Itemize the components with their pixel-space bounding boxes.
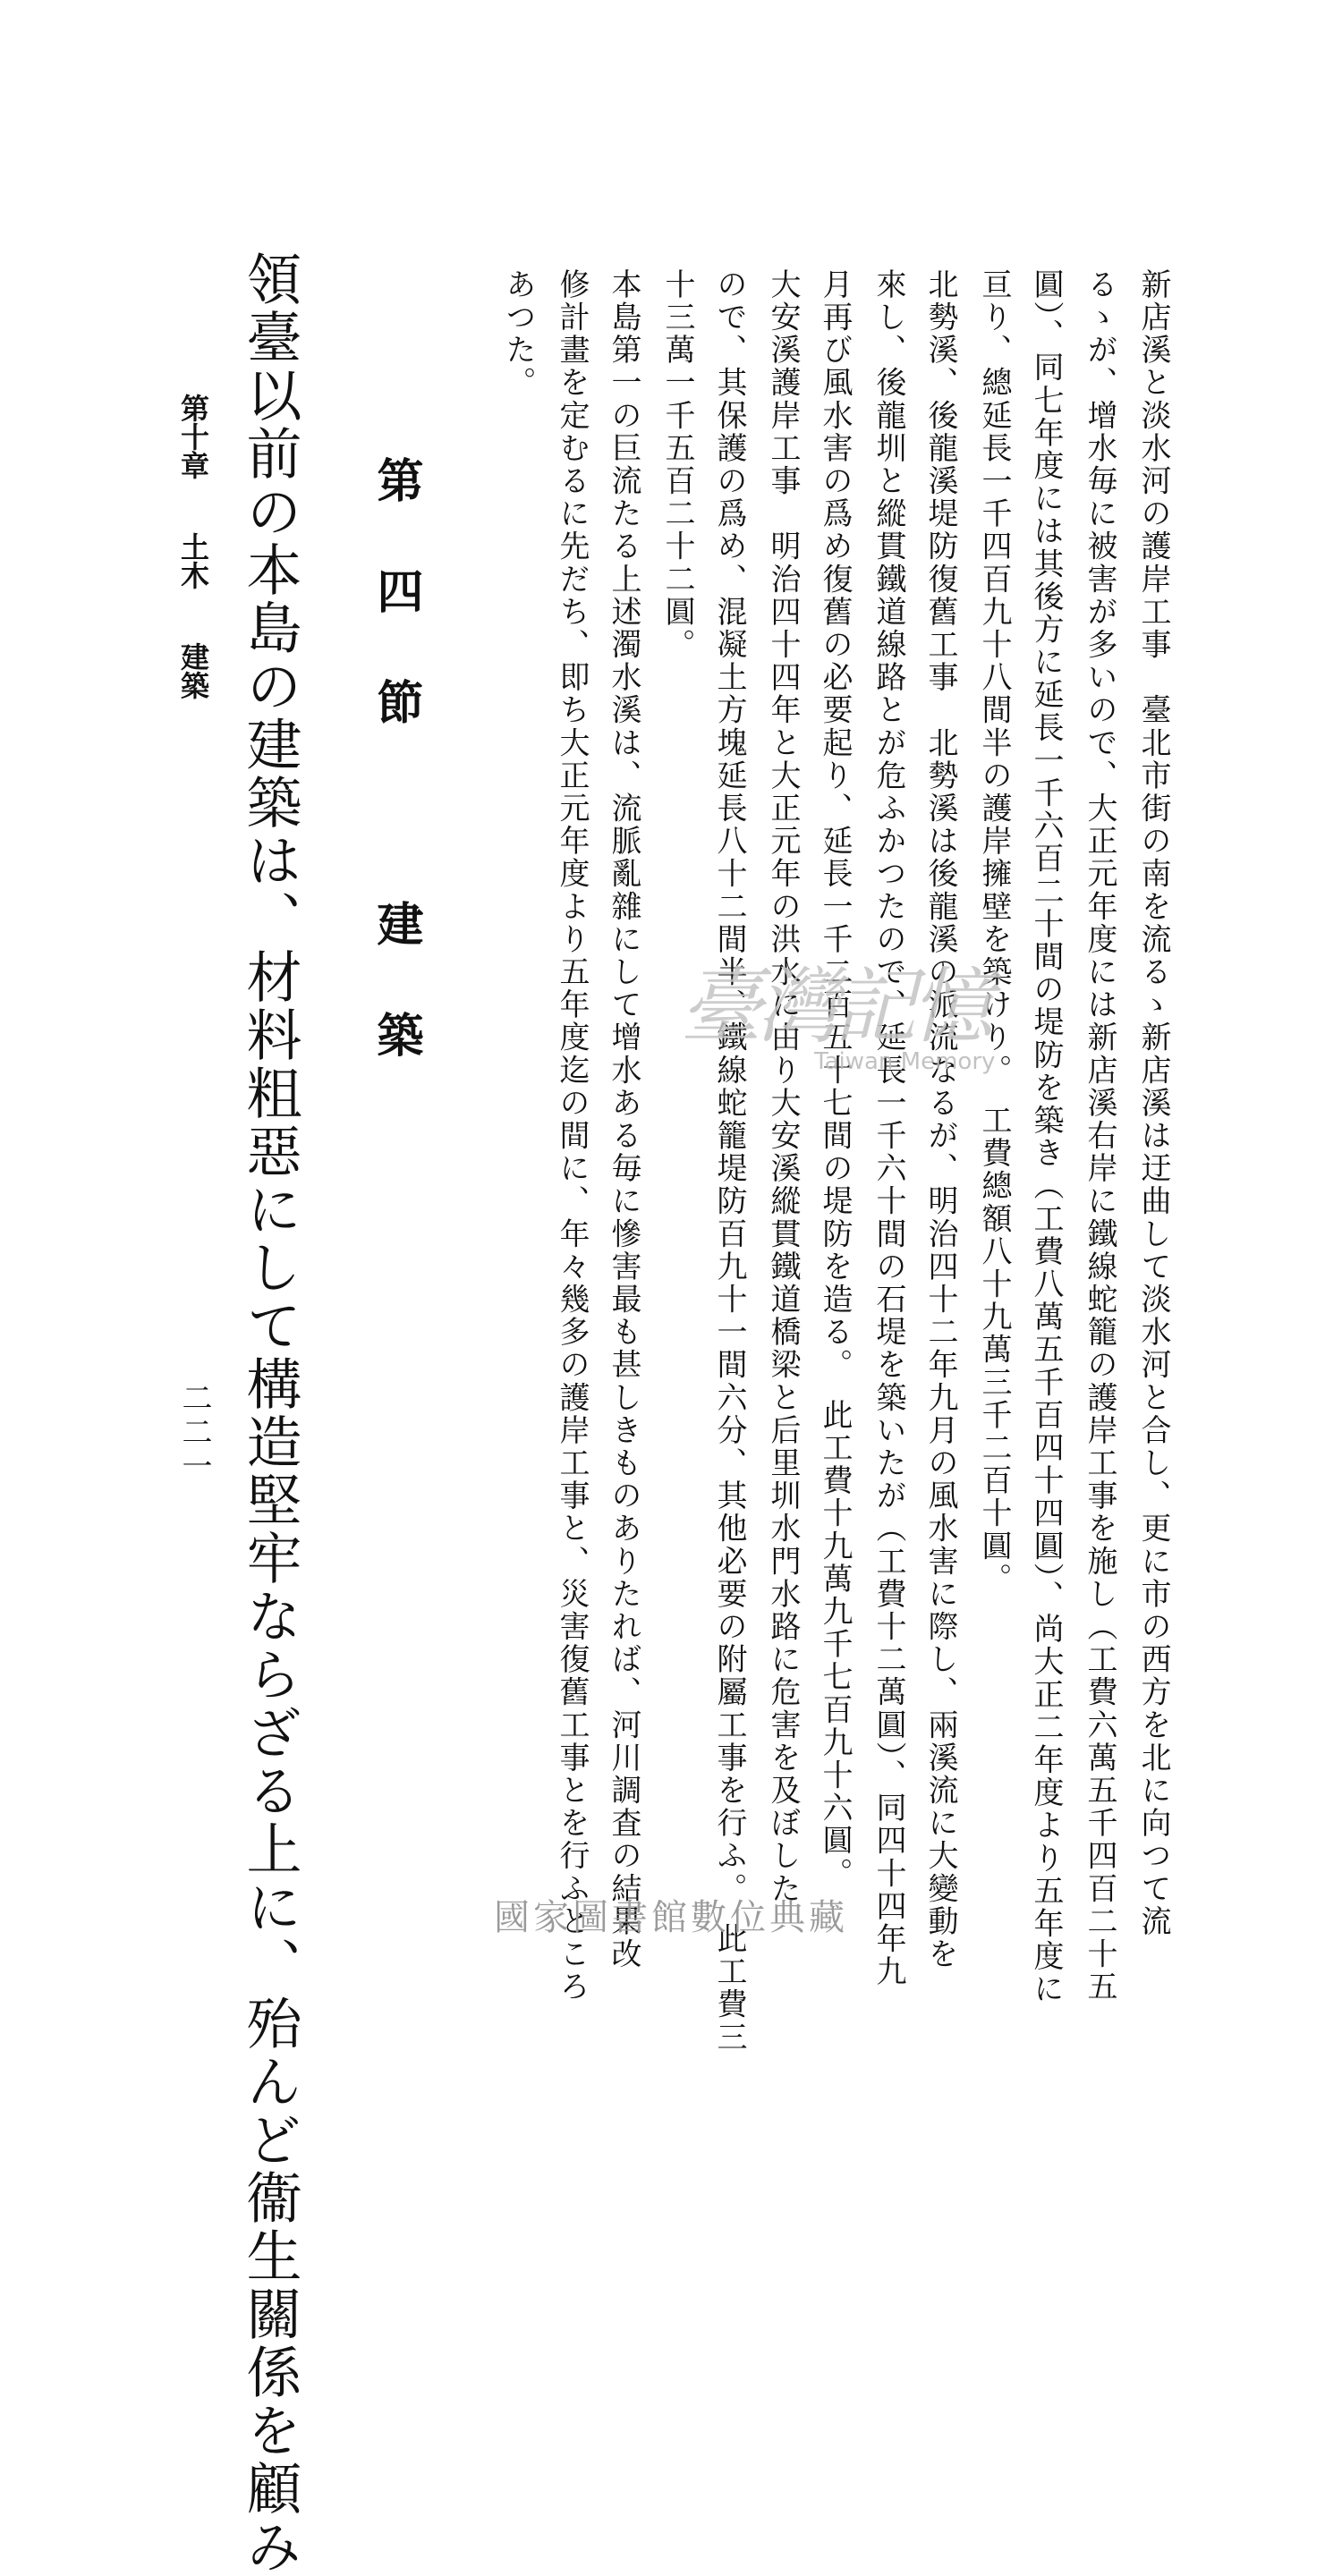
body-column-12: 修計畫を定むるに先だち、即ち大正元年度より五年度迄の間に、年々幾多の護岸工事と、災害復舊工事とを行ふところ bbox=[554, 268, 590, 2004]
page-number: 二二一 bbox=[176, 1382, 212, 1484]
body-column-9: ので、其保護の爲め、混凝土方塊延長八十二間半、鐵線蛇籠堤防百九十一間六分、其他必要の附屬工事を行ふ。 此工費三 bbox=[711, 268, 747, 2054]
body-column-7: 月再び風水害の爲め復舊の必要起り、延長一千二百五十七間の堤防を造る。 此工費十九萬九千七百九十六圓。 bbox=[817, 268, 853, 1890]
body-column-8: 大安溪護岸工事 明治四十四年と大正元年の洪水に由り大安溪縱貫鐵道橋梁と后里圳水門水路に危害を及ぼした bbox=[765, 268, 801, 1905]
running-head-chapter: 第十章 bbox=[176, 394, 210, 479]
body-column-4: 亘り、總延長一千四百九十八間半の護岸擁壁を築けり。 工費總額八十九萬三千二百十圓。 bbox=[976, 268, 1012, 1596]
body-column-3: 圓）、同七年度には其後方に延長一千六百二十間の堤防を築き（工費八萬五千百四十四圓）、尚大正二年度より五年度に bbox=[1028, 268, 1064, 2006]
running-head bbox=[176, 394, 210, 700]
section-heading: 第四節 建築 bbox=[369, 456, 423, 1122]
watermark-latin: Taiwan Memory bbox=[814, 1048, 996, 1075]
body-column-1: 新店溪と淡水河の護岸工事 臺北市街の南を流るゝ新店溪は迂曲して淡水河と合し、更に市の西方を北に向つて流 bbox=[1135, 268, 1171, 1938]
body-column-10: 十三萬一千五百二十二圓。 bbox=[659, 268, 695, 662]
body-column-13: あつた。 bbox=[500, 268, 536, 400]
large-text-column: 領臺以前の本島の建築は、材料粗惡にして構造堅牢ならざる上に、殆んど衞生關係を顧み bbox=[237, 250, 302, 2576]
body-column-11: 本島第一の巨流たる上述濁水溪は、流脈亂雜にして增水ある毎に慘害最も甚しきものありたれば、河川調査の結果改 bbox=[606, 268, 641, 1971]
body-column-2: るゝが、增水毎に被害が多いので、大正元年度には新店溪右岸に鐵線蛇籠の護岸工事を施し（工費六萬五千四百二十五 bbox=[1082, 268, 1117, 2004]
running-head-section: 建築 bbox=[176, 642, 210, 700]
body-column-5: 北勢溪、後龍溪堤防復舊工事 北勢溪は後龍溪の派流なるが、明治四十二年九月の風水害に際し、兩溪流に大變動を bbox=[922, 268, 958, 1971]
running-head-subject: 土木 bbox=[176, 532, 210, 590]
watermark-text: 臺灣記憶 bbox=[680, 959, 989, 1055]
footer-library-credit: 國家圖書館數位典藏 bbox=[494, 1897, 848, 1938]
body-column-6: 來し、後龍圳と縱貫鐵道線路とが危ふかつたので、延長一千六十間の石堤を築いたが（工費十二萬圓）、同四十四年九 bbox=[871, 268, 906, 1988]
